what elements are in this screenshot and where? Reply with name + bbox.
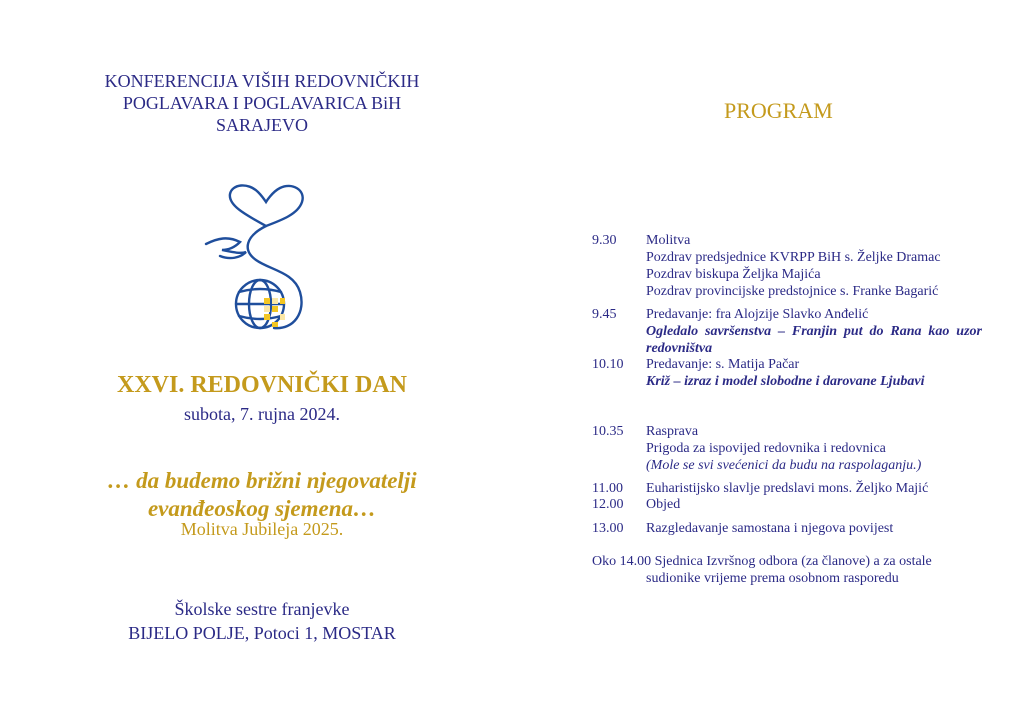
program-desc [646,306,982,357]
program-time: 10.10 [592,357,624,372]
event-motto [0,467,524,523]
program-time: 10.35 [592,424,624,439]
motto-line: evanđeoskog sjemena… [147,496,377,521]
program-time: Oko 14.00 [592,554,652,569]
program-line: sudionike vrijeme prema osobnom rasporedu [646,571,899,586]
program-title: PROGRAM [724,98,833,123]
program-line: Predavanje: fra Alojzije Slavko Anđelić [646,307,869,322]
program-time: 12.00 [592,497,624,512]
program-panel [524,0,1024,717]
program-closing [592,553,992,587]
event-date: subota, 7. rujna 2024. [184,404,340,424]
event-title: XXVI. REDOVNIČKI DAN [116,372,407,398]
program-desc [646,496,982,513]
program-line: Objed [646,497,681,512]
program-note: (Mole se svi svećenici da budu na raspolaganju.) [646,458,922,473]
program-desc [646,232,982,300]
program-time: 9.45 [592,307,617,322]
program-desc [646,480,982,497]
program-line: Rasprava [646,424,699,439]
program-line: Prigoda za ispovijed redovnika i redovnica [646,441,886,456]
program-time: 13.00 [592,521,624,536]
program-line: Pozdrav provincijske predstojnice s. Franke Bagarić [646,284,939,299]
conference-line: KONFERENCIJA VIŠIH REDOVNIČKIH [104,71,420,91]
program-time: 11.00 [592,481,623,496]
conference-line: POGLAVARA I POGLAVARICA BiH [122,93,402,113]
program-desc [646,356,982,390]
lecture-title: Križ – izraz i model slobodne i darovane Ljubavi [646,374,925,389]
motto-line: … da budemo brižni njegovatelji [107,468,417,493]
program-line: Predavanje: s. Matija Pačar [646,357,800,372]
program-time: 9.30 [592,233,617,248]
program-desc [646,520,982,537]
program-desc [646,423,982,474]
program-line: Pozdrav predsjednice KVRPP BiH s. Željke Dramac [646,250,941,265]
program-line: Sjednica Izvršnog odbora (za članove) a za ostale [654,554,932,569]
host-info [0,597,524,645]
motto-source: Molitva Jubileja 2025. [180,519,344,539]
program-line: Euharistijsko slavlje predslavi mons. Željko Majić [646,481,929,496]
program-line: Pozdrav biskupa Željka Majića [646,267,821,282]
dove-heart-globe-icon [196,180,336,340]
host-line: Školske sestre franjevke [174,599,350,619]
conference-line: SARAJEVO [215,115,308,135]
host-address: BIJELO POLJE, Potoci 1, MOSTAR [128,623,396,643]
lecture-title: Ogledalo savršenstva – Franjin put do Rana kao uzor redovništva [646,324,982,356]
program-line: Razgledavanje samostana i njegova povijest [646,521,894,536]
program-line: Molitva [646,233,691,248]
conference-name [0,70,524,136]
